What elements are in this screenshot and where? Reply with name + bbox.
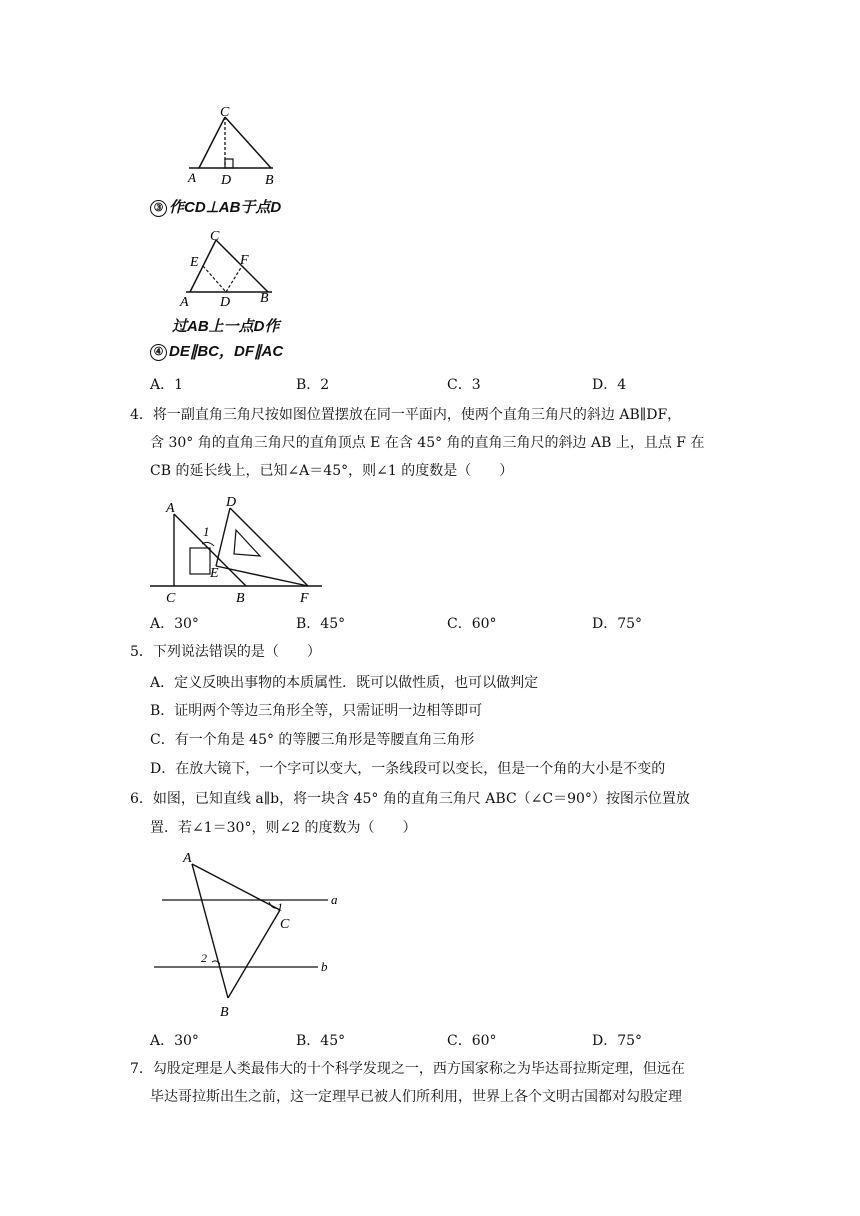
q4-option-b: B．45° bbox=[296, 616, 346, 632]
q4-fig-label-F: F bbox=[300, 591, 309, 605]
fig3-label-D: D bbox=[221, 173, 232, 186]
q6-fig-label-C: C bbox=[280, 917, 290, 932]
item4-caption-line1: 过AB上一点D作 bbox=[172, 318, 280, 335]
q6-fig-label-1: 1 bbox=[277, 900, 283, 914]
q6-fig-label-b: b bbox=[321, 959, 328, 974]
q4-stem-line1: 4．将一副直角三角尺按如图位置摆放在同一平面内，使两个直角三角尺的斜边 AB∥DF， bbox=[130, 407, 682, 423]
q3-option-c: C．3 bbox=[447, 377, 481, 393]
fig3-label-A: A bbox=[188, 170, 196, 185]
item4-caption-line2 bbox=[150, 340, 283, 361]
q5-option-d: D．在放大镜下，一个字可以变大，一条线段可以变长，但是一个角的大小是不变的 bbox=[150, 761, 666, 777]
fig3-label-B: B bbox=[265, 173, 274, 186]
fig4-label-B: B bbox=[260, 291, 269, 306]
fig4-label-F: F bbox=[240, 253, 249, 268]
q4-option-c: C．60° bbox=[447, 616, 497, 632]
item3-text: 作CD⊥AB于点D bbox=[169, 199, 282, 216]
q6-fig-label-A: A bbox=[183, 851, 192, 866]
q4-fig-label-B: B bbox=[236, 591, 245, 605]
figure-q6-parallel-lines bbox=[150, 846, 350, 1024]
q4-stem-line2: 含 30° 角的直角三角尺的直角顶点 E 在含 45° 角的直角三角尺的斜边 AB 上，且点 F 在 bbox=[150, 435, 705, 451]
figure-q4-set-squares bbox=[150, 490, 325, 605]
item4-number: ④ bbox=[150, 344, 167, 361]
q4-fig-label-C: C bbox=[166, 591, 176, 605]
q5-option-c: C．有一个角是 45° 的等腰三角形是等腰直角三角形 bbox=[150, 732, 475, 748]
figure-item4-parallels bbox=[176, 226, 286, 310]
q5-option-a: A．定义反映出事物的本质属性．既可以做性质，也可以做判定 bbox=[150, 675, 539, 691]
q6-fig-label-2: 2 bbox=[201, 951, 207, 965]
q3-option-a: A．1 bbox=[150, 377, 184, 393]
q3-option-d: D．4 bbox=[592, 377, 627, 393]
q6-fig-label-a: a bbox=[331, 892, 338, 907]
q4-fig-label-1: 1 bbox=[203, 524, 210, 539]
q4-option-a: A．30° bbox=[150, 616, 199, 632]
q7-stem-line2: 毕达哥拉斯出生之前，这一定理早已被人们所利用，世界上各个文明古国都对勾股定理 bbox=[150, 1089, 682, 1105]
fig4-label-E: E bbox=[190, 255, 199, 270]
item3-number: ③ bbox=[150, 200, 167, 217]
q5-stem: 5．下列说法错误的是（ ） bbox=[130, 644, 321, 660]
fig3-label-C: C bbox=[220, 105, 230, 120]
q4-fig-label-A: A bbox=[166, 501, 175, 516]
q6-fig-label-B: B bbox=[220, 1005, 229, 1020]
q4-stem-line3: CB 的延长线上，已知∠A＝45°，则∠1 的度数是（ ） bbox=[150, 463, 514, 479]
q6-stem-line2: 置．若∠1＝30°，则∠2 的度数为（ ） bbox=[150, 820, 417, 836]
q4-option-d: D．75° bbox=[592, 616, 643, 632]
q6-stem-line1: 6．如图，已知直线 a∥b，将一块含 45° 角的直角三角尺 ABC（∠C＝90°）按图示位置放 bbox=[130, 791, 690, 807]
item3-caption bbox=[150, 196, 281, 217]
fig4-label-D: D bbox=[220, 295, 231, 310]
figure-item3-altitude bbox=[185, 102, 285, 186]
q4-fig-label-D: D bbox=[226, 495, 237, 510]
q6-option-b: B．45° bbox=[296, 1033, 346, 1049]
q6-option-c: C．60° bbox=[447, 1033, 497, 1049]
q6-option-a: A．30° bbox=[150, 1033, 199, 1049]
q6-option-d: D．75° bbox=[592, 1033, 643, 1049]
q4-fig-label-E: E bbox=[210, 566, 219, 581]
fig4-label-A: A bbox=[180, 295, 189, 310]
q5-option-b: B．证明两个等边三角形全等，只需证明一边相等即可 bbox=[150, 703, 483, 719]
q3-option-b: B．2 bbox=[296, 377, 330, 393]
fig4-label-C: C bbox=[210, 229, 220, 244]
q7-stem-line1: 7．勾股定理是人类最伟大的十个科学发现之一，西方国家称之为毕达哥拉斯定理，但远在 bbox=[130, 1061, 685, 1077]
item4-text: DE∥BC，DF∥AC bbox=[169, 343, 284, 360]
